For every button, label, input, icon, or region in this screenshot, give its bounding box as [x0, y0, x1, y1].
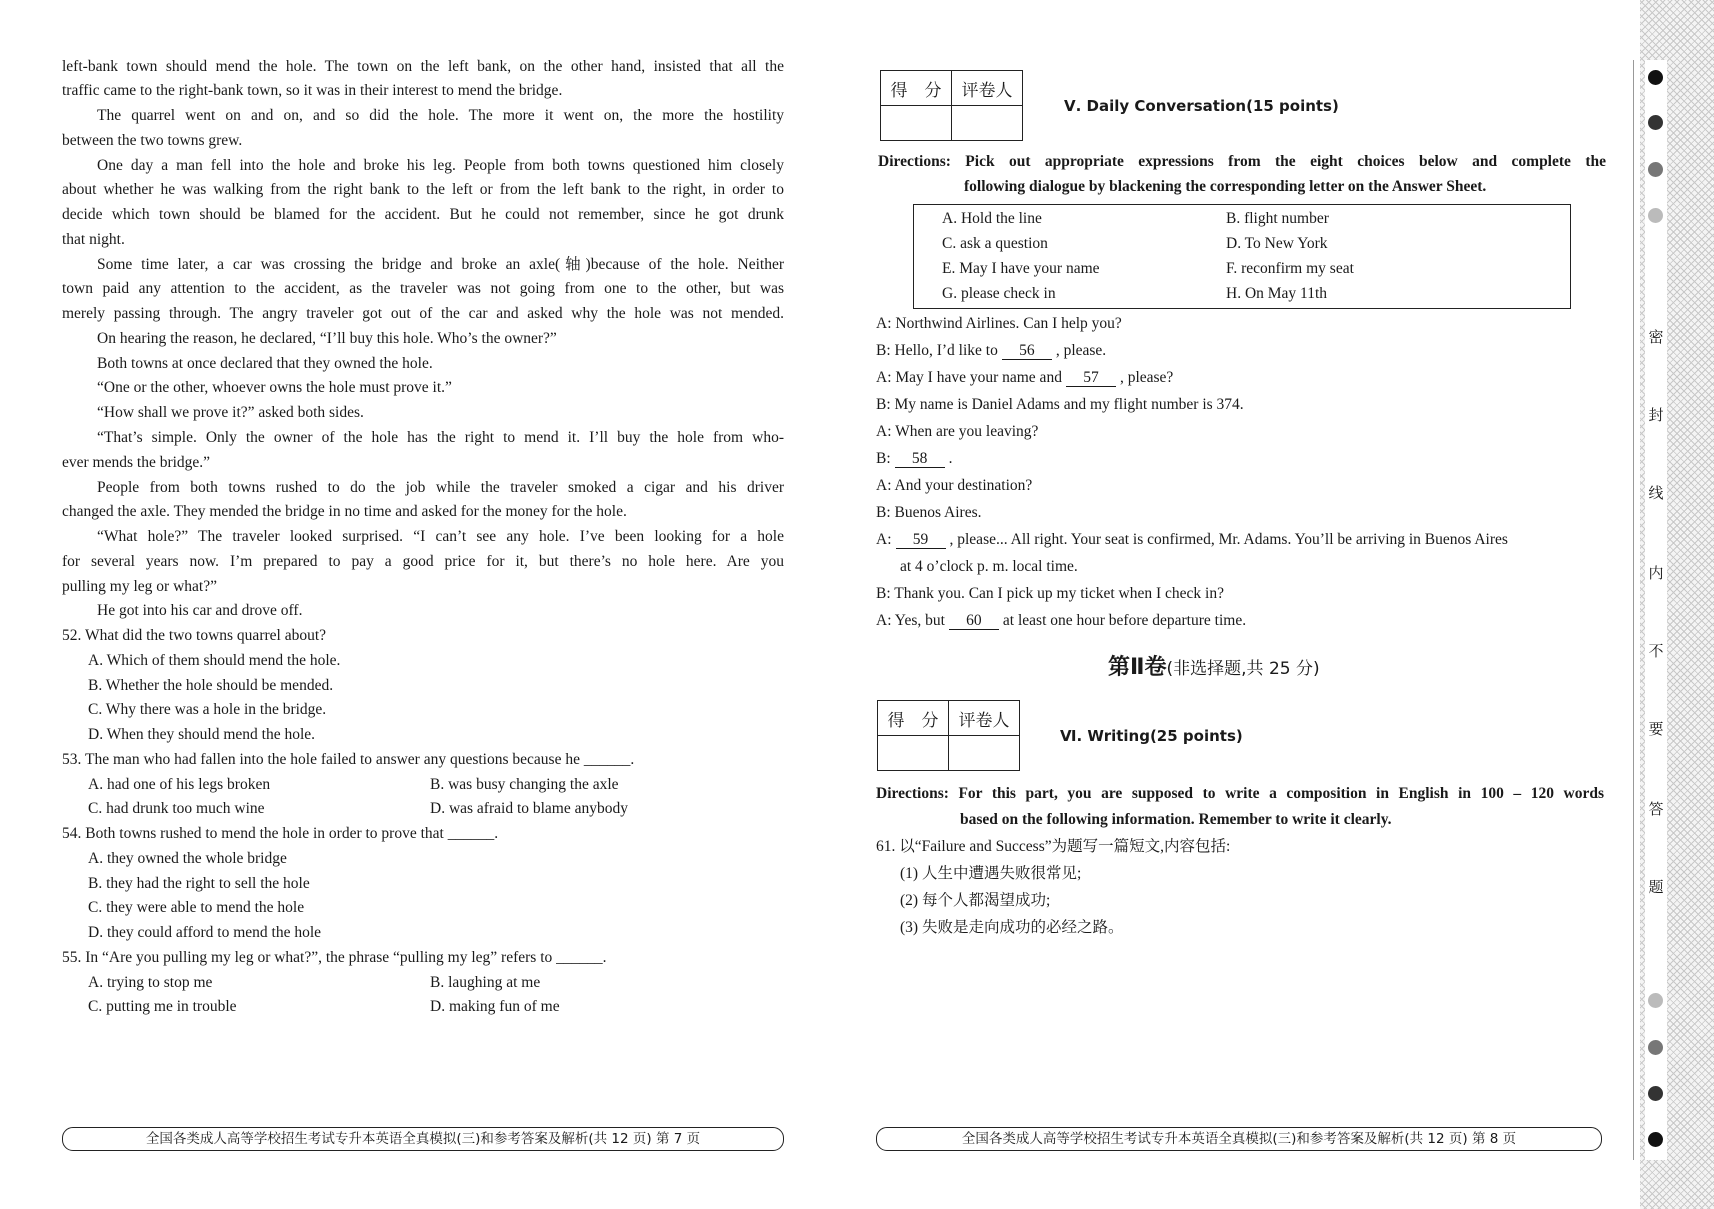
grader-cell[interactable]: [949, 736, 1020, 771]
writing-point: (2) 每个人都渴望成功;: [900, 892, 1051, 909]
passage-line: On hearing the reason, he declared, “I’ll buy this hole. Who’s the owner?”: [97, 330, 557, 347]
blank-60[interactable]: 60: [949, 612, 999, 630]
directions: Directions: Pick out appropriate expressions from the eight choices below and complete the: [878, 153, 1606, 170]
score-table: [880, 70, 1023, 141]
binding-char: 密: [1648, 328, 1664, 346]
dialogue-line: A: And your destination?: [876, 477, 1033, 494]
passage-line: left-bank town should mend the hole. The town on the left bank, on the other hand, insisted that all the: [62, 58, 784, 75]
blank-58[interactable]: 58: [895, 450, 945, 468]
option-c: C. Why there was a hole in the bridge.: [88, 701, 327, 718]
passage-line: Both towns at once declared that they owned the hole.: [97, 355, 433, 372]
left-page: [0, 0, 800, 1209]
binding-char: 内: [1648, 564, 1664, 582]
score-cell[interactable]: [881, 106, 952, 141]
option-a: A. Which of them should mend the hole.: [88, 652, 341, 669]
dialogue-line: A: 59 , please... All right. Your seat is confirmed, Mr. Adams. You’ll be arriving in Buenos Aires: [876, 531, 1508, 548]
choice-h: H. On May 11th: [1226, 285, 1328, 302]
part-two-heading: 第Ⅱ卷(非选择题,共 25 分): [1108, 655, 1320, 680]
binding-char: 线: [1648, 484, 1664, 502]
passage-line: The quarrel went on and on, and so did the hole. The more it went on, the more the hostility: [97, 107, 784, 124]
option-d: D. making fun of me: [430, 998, 560, 1015]
passage-line: that night.: [62, 231, 125, 248]
binding-char: 不: [1648, 642, 1664, 660]
dialogue-line: B: Buenos Aires.: [876, 504, 982, 521]
dialogue-line: B: Thank you. Can I pick up my ticket when I check in?: [876, 585, 1224, 602]
choice-f: F. reconfirm my seat: [1226, 260, 1354, 277]
option-c: C. had drunk too much wine: [88, 800, 265, 817]
writing-prompt: 61. 以“Failure and Success”为题写一篇短文,内容包括:: [876, 838, 1231, 855]
passage-line: He got into his car and drove off.: [97, 602, 303, 619]
directions-continued: following dialogue by blackening the corresponding letter on the Answer Sheet.: [964, 178, 1487, 195]
passage-line: between the two towns grew.: [62, 132, 243, 149]
passage-line: People from both towns rushed to do the job while the traveler smoked a cigar and his driver: [97, 479, 784, 496]
option-a: A. had one of his legs broken: [88, 776, 271, 793]
score-label: 得 分: [881, 71, 952, 106]
score-cell[interactable]: [878, 736, 949, 771]
option-d: D. was afraid to blame anybody: [430, 800, 628, 817]
dialogue-line: at 4 o’clock p. m. local time.: [900, 558, 1078, 575]
directions: Directions: For this part, you are supposed to write a composition in English in 100 – 120 words: [876, 785, 1604, 802]
binding-hole-icon: [1648, 1040, 1663, 1055]
choice-e: E. May I have your name: [942, 260, 1100, 277]
binding-char: 答: [1648, 800, 1664, 818]
page-footer: 全国各类成人高等学校招生考试专升本英语全真模拟(三)和参考答案及解析(共 12 页) 第 8 页: [876, 1127, 1602, 1151]
option-a: A. trying to stop me: [88, 974, 213, 991]
page-footer: 全国各类成人高等学校招生考试专升本英语全真模拟(三)和参考答案及解析(共 12 页) 第 7 页: [62, 1127, 784, 1151]
binding-hole-icon: [1648, 162, 1663, 177]
grader-label: 评卷人: [952, 71, 1023, 106]
passage-line: town paid any attention to the accident, as the traveler was not going from one to the other, but was: [62, 280, 784, 297]
binding-hole-icon: [1648, 993, 1663, 1008]
option-a: A. they owned the whole bridge: [88, 850, 287, 867]
dialogue-line: B: Hello, I’d like to 56 , please.: [876, 342, 1107, 359]
option-d: D. they could afford to mend the hole: [88, 924, 322, 941]
passage-line: ever mends the bridge.”: [62, 454, 211, 471]
option-b: B. they had the right to sell the hole: [88, 875, 310, 892]
passage-line: “How shall we prove it?” asked both sides.: [97, 404, 364, 421]
passage-line: One day a man fell into the hole and broke his leg. People from both towns questioned him closely: [97, 157, 784, 174]
score-table: [877, 700, 1020, 771]
passage-line: decide which town should be blamed for the accident. But he could not remember, since he got drunk: [62, 206, 784, 223]
passage-line: Some time later, a car was crossing the bridge and broke an axle(轴)because of the hole. Neither: [97, 256, 784, 273]
directions-continued: based on the following information. Remember to write it clearly.: [960, 811, 1392, 828]
passage-line: changed the axle. They mended the bridge in no time and asked for the money for the hole.: [62, 503, 627, 520]
choices-box: [913, 204, 1571, 309]
passage-line: merely passing through. The angry traveler got out of the car and asked why the hole was not mended.: [62, 305, 784, 322]
blank-57[interactable]: 57: [1066, 369, 1116, 387]
passage-line: pulling my leg or what?”: [62, 578, 217, 595]
binding-char: 要: [1648, 720, 1664, 738]
blank-56[interactable]: 56: [1002, 342, 1052, 360]
passage-line: “One or the other, whoever owns the hole must prove it.”: [97, 379, 452, 396]
dialogue-line: A: When are you leaving?: [876, 423, 1039, 440]
choice-b: B. flight number: [1226, 210, 1329, 227]
choice-c: C. ask a question: [942, 235, 1048, 252]
dialogue-line: A: May I have your name and 57 , please?: [876, 369, 1174, 386]
option-b: B. was busy changing the axle: [430, 776, 619, 793]
grader-cell[interactable]: [952, 106, 1023, 141]
passage-line: for several years now. I’m prepared to pay a good price for it, but there’s no hole here. Are you: [62, 553, 784, 570]
binding-line: [1633, 60, 1634, 1160]
dialogue-line: A: Northwind Airlines. Can I help you?: [876, 315, 1122, 332]
question-stem: 52. What did the two towns quarrel about?: [62, 627, 327, 644]
binding-hole-icon: [1648, 1086, 1663, 1101]
dialogue-line: A: Yes, but 60 at least one hour before departure time.: [876, 612, 1247, 629]
binding-hole-icon: [1648, 1132, 1663, 1147]
option-b: B. Whether the hole should be mended.: [88, 677, 334, 694]
score-label: 得 分: [878, 701, 949, 736]
writing-point: (3) 失败是走向成功的必经之路。: [900, 919, 1124, 936]
binding-char: 题: [1648, 878, 1664, 896]
option-c: C. putting me in trouble: [88, 998, 237, 1015]
section-title: Ⅴ. Daily Conversation(15 points): [1064, 97, 1339, 115]
choice-d: D. To New York: [1226, 235, 1328, 252]
section-title: Ⅵ. Writing(25 points): [1060, 727, 1243, 745]
choice-g: G. please check in: [942, 285, 1056, 302]
option-b: B. laughing at me: [430, 974, 541, 991]
passage-line: traffic came to the right-bank town, so it was in their interest to mend the bridge.: [62, 82, 563, 99]
passage-line: “That’s simple. Only the owner of the hole has the right to mend it. I’ll buy the hole from who-: [97, 429, 784, 446]
question-stem: 55. In “Are you pulling my leg or what?”, the phrase “pulling my leg” refers to ______.: [62, 949, 607, 966]
option-d: D. When they should mend the hole.: [88, 726, 316, 743]
binding-hole-icon: [1648, 208, 1663, 223]
passage-line: “What hole?” The traveler looked surprised. “I can’t see any hole. I’ve been looking for a hole: [97, 528, 784, 545]
grader-label: 评卷人: [949, 701, 1020, 736]
dialogue-line: B: 58 .: [876, 450, 953, 467]
question-stem: 53. The man who had fallen into the hole failed to answer any questions because he ______.: [62, 751, 635, 768]
binding-char: 封: [1648, 406, 1664, 424]
question-stem: 54. Both towns rushed to mend the hole in order to prove that ______.: [62, 825, 499, 842]
dialogue-line: B: My name is Daniel Adams and my flight number is 374.: [876, 396, 1244, 413]
option-c: C. they were able to mend the hole: [88, 899, 305, 916]
writing-point: (1) 人生中遭遇失败很常见;: [900, 865, 1082, 882]
passage-line: about whether he was walking from the right bank to the left or from the left bank to the right, in order to: [62, 181, 784, 198]
binding-hole-icon: [1648, 70, 1663, 85]
blank-59[interactable]: 59: [896, 531, 946, 549]
choice-a: A. Hold the line: [942, 210, 1042, 227]
binding-hole-icon: [1648, 115, 1663, 130]
